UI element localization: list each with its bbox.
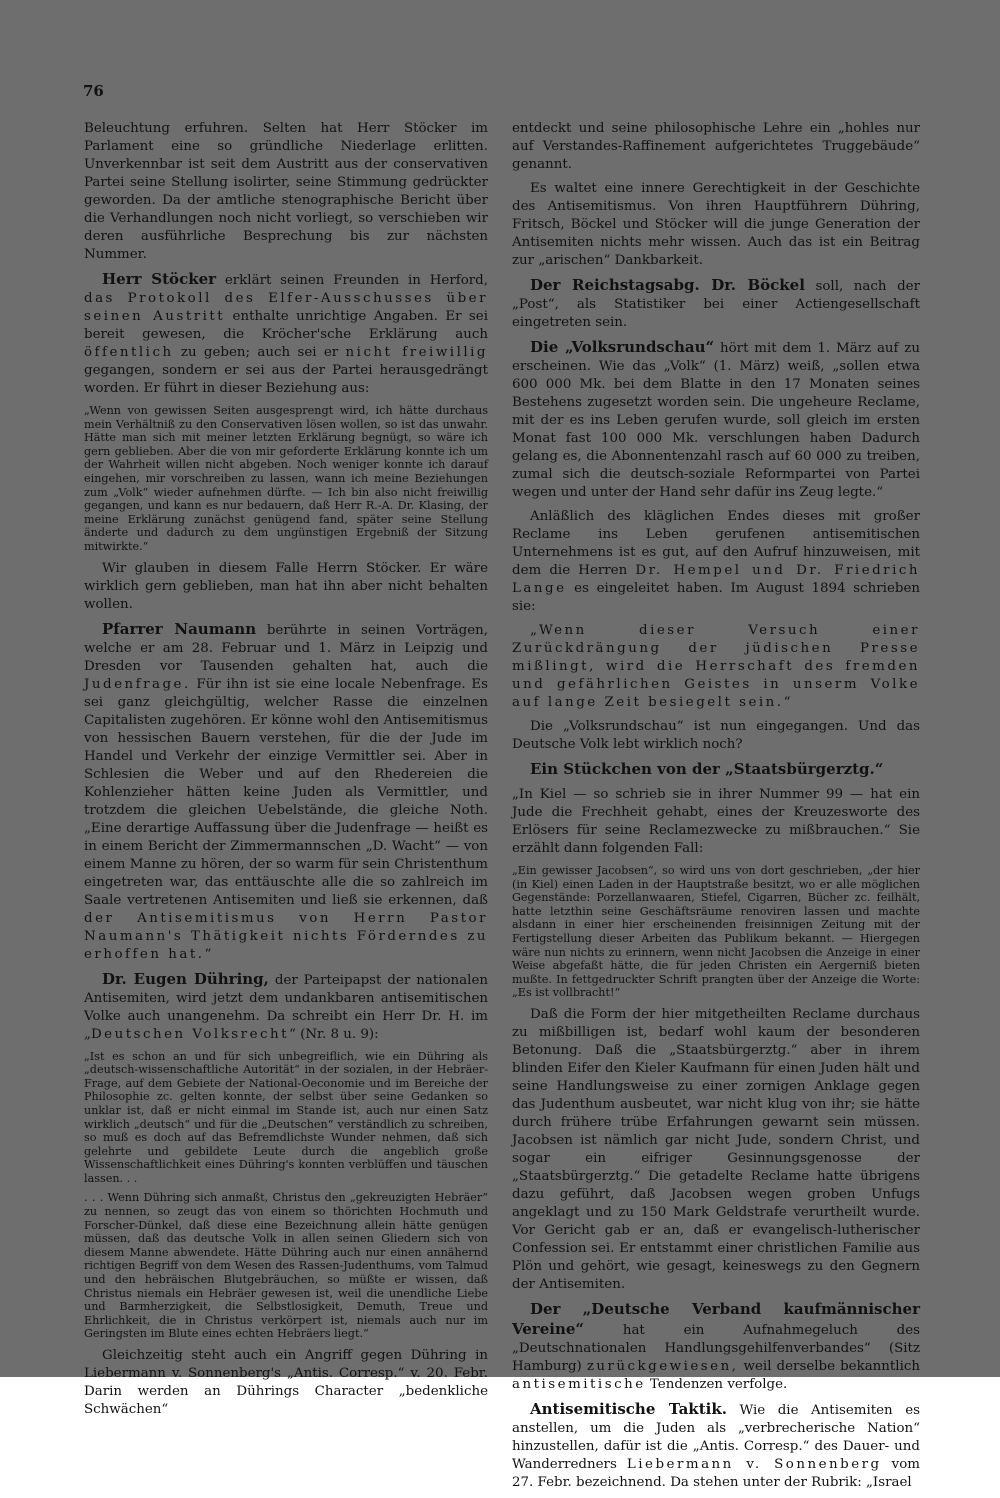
verband-heading: Der „Deutsche Verband kaufmännischer Vereine“ — [512, 1299, 920, 1338]
verband-text-b: weil derselbe bekanntlich — [738, 1358, 920, 1374]
stoecker-spaced-3: nicht freiwillig — [345, 345, 489, 360]
intro-paragraph: Beleuchtung erfuhren. Selten hat Herr Stöcker im Parlament eine so gründliche Niederlage erlitten. Unverkennbar ist seit dem Austritt aus der conservativen Partei seine Stellung isolirter, seine Stimmung gedrückter geworden. Da der amtliche stenographische Bericht über die Verhandlungen noch nicht vorliegt, so verschieben wir deren ausführliche Besprechung bis zur nächsten Nummer. — [84, 121, 488, 262]
staatsbuerger-text-a: „In Kiel — so schrieb sie in ihrer Nummer 99 — hat ein Jude die Frechheit gehabt, eines der Kreuzesworte des Erlösers für seine Reclamezwecke zu mißbrauchen.“ Sie erzählt dann folgenden Fall: — [512, 787, 920, 856]
staatsbuerger-quote: „Ein gewisser Jacobsen“, so wird uns von dort geschrieben, „der hier (in Kiel) einen Laden in der Hauptstraße besitzt, wo er alle möglichen Gegenstände: Porzellanwaaren, Stiefel, Cigarren, Bücher zc. feilhält, hatte letzthin seine Geschäftsräume renoviren lassen und machte alsdann in einer hier erscheinenden freisinnigen Zeitung mit der Fertigstellung dieser Arbeiten das Publikum bekannt. — Hiergegen wäre nun nichts zu erinnern, wenn nicht Jacobsen die Anzeige in einer Weise abgefaßt hätte, die für jeden Christen ein Aergerniß bieten mußte. In fettgedruckter Schrift prangten über der Anzeige die Worte: „Es ist vollbracht!“ — [512, 864, 920, 1000]
verband-spaced-2: antisemitische — [512, 1376, 646, 1392]
volksrundschau-heading: Die „Volksrundschau“ — [530, 338, 715, 356]
stoecker-heading: Herr Stöcker — [102, 270, 217, 288]
stoecker-text-b: enthalte unrichtige Angaben. Er sei bereit gewesen, die Kröcher'sche Erklärung auch — [84, 309, 488, 342]
verband-article — [512, 1300, 920, 1394]
boeckel-article — [512, 276, 920, 332]
stoecker-spaced-1: das Protokoll des Elfer-Ausschusses über seinen Austritt — [84, 291, 488, 324]
taktik-article — [512, 1400, 920, 1492]
volksrundschau-p2-a: Anläßlich des kläglichen Endes dieses mit großer Reclame ins Leben gerufenen antisemitischen Unternehmens ist es gut, auf den Aufruf hinzuweisen, mit dem die Herren — [512, 509, 920, 578]
volksrundschau-quote: „Wenn dieser Versuch einer Zurückdrängung der jüdischen Presse mißlingt, wird die Herrschaft des fremden und gefährlichen Geistes in unserm Volke auf lange Zeit besiegelt sein.“ — [512, 623, 920, 710]
duehring-article — [84, 970, 488, 1044]
taktik-text-b: vom 27. Febr. bezeichnend. Da stehen unter der Rubrik: „Israel — [512, 1456, 920, 1490]
duehring-heading: Dr. Eugen Dühring, — [102, 969, 269, 988]
naumann-spaced-1: Judenfrage. — [84, 676, 191, 692]
taktik-heading: Antisemitische Taktik. — [530, 1399, 727, 1418]
volksrundschau-text: hört mit dem 1. März auf zu erscheinen. Wie das „Volk“ (1. März) weiß, „sollen etwa 600 000 Mk. bei dem Blatte in den 17 Monaten seines Bestehens zugesetzt worden sein. Die ungeheure Reclame, mit der es ins Leben gerufen wurde, soll gleich im ersten Monat fast 100 000 Mk. verschlungen haben Dadurch gelang es, die Abonnentenzahl rasch auf 60 000 zu treiben, zumal sich die deutsch-soziale Reformpartei von Partei wegen und unter der Hand sehr dafür ins Zeug legte.“ — [512, 341, 920, 500]
stoecker-text-c: zu geben; auch sei er — [173, 345, 346, 360]
duehring-text-b: “ (Nr. 8 u. 9): — [289, 1026, 379, 1042]
duehring-text-a: der Parteipapst der nationalen Antisemiten, wird jetzt dem undankbaren antisemitischen Volke auch unangenehm. Da schreibt ein Herr Dr. H. im „ — [84, 972, 488, 1042]
right-paragraph-1: entdeckt und seine philosophische Lehre ein „hohles nur auf Verstandes-Raffinement aufgerichtetes Truggebäude“ genannt. — [512, 121, 920, 172]
stoecker-conclusion: Wir glauben in diesem Falle Herrn Stöcker. Er wäre wirklich gern geblieben, man hat ihn aber nicht behalten wollen. — [84, 560, 488, 612]
volksrundschau-article — [512, 338, 920, 502]
duehring-quote-2: . . . Wenn Dühring sich anmaßt, Christus den „gekreuzigten Hebräer“ zu nennen, so zeugt das von einem so thörichten Hochmuth und Forscher-Dünkel, daß diese eine Bezeichnung allein hätte genügen müssen, daß das deutsche Volk in allen seinen Gliedern sich von diesem Manne abwendete. Hätte Dühring auch nur einen annähernd richtigen Begriff von dem Wesen des Rassen-Judenthums, vom Talmud und den hebräischen Blutgebräuchen, so müßte er wissen, daß Christus niemals ein Hebräer gewesen ist, weil die unendliche Liebe und Barmherzigkeit, die Selbstlosigkeit, Demuth, Treue und Ehrlichkeit, die in Christus verkörpert ist, niemals auch nur im Geringsten im Blute eines echten Hebräers liegt.“ — [84, 1191, 488, 1341]
volksrundschau-conclusion: Die „Volksrundschau“ ist nun eingegangen. Und das Deutsche Volk lebt wirklich noch? — [512, 719, 920, 752]
stoecker-text-d: gegangen, sondern er sei aus der Partei herausgedrängt worden. Er führt in dieser Beziehung aus: — [84, 363, 488, 396]
stoecker-spaced-2: öffentlich — [84, 345, 174, 360]
naumann-text-b: Für ihn ist sie eine locale Nebenfrage. Es sei ganz gleichgültig, welcher Rasse die einzelnen Capitalisten zugehören. Er könne wohl den Antisemitismus von hessischen Bauern verstehen, für die der Jude im Handel und Verkehr der einzige Vermittler sei. Aber in Schlesien die Weber und auf den Rhedereien die Kohlenzieher hätten keine Juden als Vermittler, und trotzdem die gleichen Uebelstände, die gleiche Noth. „Eine derartige Auffassung über die Judenfrage — heißt es in einem Bericht der Zimmermannschen „D. Wacht“ — von einem Manne zu hören, der so warm für sein Christenthum eingetreten war, das enttäuschte alle die so zahlreich im Saale vertretenen Antisemiten und ließ sie erkennen, daß — [84, 676, 488, 908]
staatsbuerger-text-b: Daß die Form der hier mitgetheilten Reclame durchaus zu mißbilligen ist, bedarf wohl kaum der besonderen Betonung. Daß die „Staatsbürgerztg.“ aber in ihrem blinden Eifer den Kieler Kaufmann für einen Juden hält und seine Handlungsweise zu einer zornigen Anklage gegen das Judenthum ausbeutet, war nicht klug von ihr; sie hätte durch frühere trübe Erfahrungen gewarnt sein müssen. Jacobsen ist nämlich gar nicht Jude, sondern Christ, und sogar ein eifriger Gesinnungsgenosse der „Staatsbürgerztg.“ Die getadelte Reclame hatte übrigens dazu geführt, daß Jacobsen wegen groben Unfugs angeklagt und zu 150 Mark Geldstrafe verurtheilt wurde. Vor Gericht gab er an, daß er evangelisch-lutherischer Confession sei. Er entstammt einer christlichen Familie aus Plön und gehört, wie gesagt, keineswegs zu den Gegnern der Antisemiten. — [512, 1006, 920, 1292]
verband-text-c: Tendenzen verfolge. — [645, 1376, 788, 1392]
duehring-conclusion: Gleichzeitig steht auch ein Angriff gegen Dühring in Liebermann v. Sonnenberg's „Antis. Corresp.“ v. 20. Febr. Darin werden an Dührings Character „bedenkliche Schwächen“ — [84, 1348, 488, 1417]
naumann-text-c: “ — [204, 946, 212, 962]
volksrundschau-p2-b: es eingeleitet haben. Im August 1894 schrieben sie: — [512, 581, 920, 614]
duehring-quote-1: „Ist es schon an und für sich unbegreiflich, wie ein Dühring als „deutsch-wissenschaftliche Autorität“ in der sozialen, in der Hebräer-Frage, auf dem Gebiete der National-Oeconomie und im Bereiche der Philosophie zc. gelten konnte, der selbst über seine Gedanken so unklar ist, daß er nicht einmal im Stande ist, auch nur einen Satz wirklich „deutsch“ und für die „Deutschen“ verständlich zu schreiben, so muß es doch auf das Befremdlichste Wunder nehmen, daß sich gelehrte und gebildete Leute durch die angeblich große Wissenschaftlichkeit eines Dühring's konnten verblüffen und täuschen lassen. . . — [84, 1049, 488, 1185]
boeckel-heading: Der Reichstagsabg. Dr. Böckel — [530, 276, 805, 294]
duehring-spaced-1: Deutschen Volksrecht — [90, 1026, 290, 1042]
staatsbuerger-heading-line — [512, 760, 920, 780]
naumann-article — [84, 620, 488, 964]
left-column — [84, 120, 488, 1425]
naumann-heading: Pfarrer Naumann — [102, 619, 257, 638]
boeckel-text: soll, nach der „Post“, als Statistiker bei einer Actiengesellschaft eingetreten sein. — [512, 279, 920, 330]
volksrundschau-paragraph-2 — [512, 508, 920, 616]
stoecker-quote: „Wenn von gewissen Seiten ausgesprengt wird, ich hätte durchaus mein Verhältniß zu den Conservativen lösen wollen, so ist das unwahr. Hätte man sich mit meiner letzten Erklärung begnügt, so wäre ich gern geblieben. Aber die von mir geforderte Erklärung konnte ich um der Wahrheit willen nicht abgeben. Noch weniger konnte ich darauf eingehen, mir vorschreiben zu lassen, wann ich meine Beziehungen zum „Volk“ wieder aufnehmen dürfte. — Ich bin also nicht freiwillig gegangen, und kann es nur bedauern, daß Herr R.-A. Dr. Klasing, der meine Erklärung zunächst genügend fand, später seine Stellung änderte und dadurch zu dem ungünstigen Ergebniß der Sitzung mitwirkte.“ — [84, 404, 488, 553]
verband-text-a: hat ein Aufnahmegeluch des „Deutschnationalen Handlungsgehilfenverbandes“ (Sitz Hamburg) — [512, 1322, 920, 1374]
stoecker-text-a: erklärt seinen Freunden in Herford, — [216, 273, 488, 288]
taktik-text-a: Wie die Antisemiten es anstellen, um die Juden als „verbrecherische Nation“ hinzustellen, dafür ist die „Antis. Corresp.“ des Dauer- und Wanderredners — [512, 1402, 920, 1472]
stoecker-article — [84, 270, 488, 398]
volksrundschau-p2-spaced: Dr. Hempel und Dr. Friedrich Lange — [512, 563, 920, 596]
taktik-spaced: Liebermann v. Sonnenberg — [626, 1456, 882, 1472]
page-number: 76 — [83, 82, 104, 100]
right-column — [512, 120, 920, 1498]
staatsbuerger-heading: Ein Stückchen von der „Staatsbürgerztg.“ — [530, 760, 884, 778]
right-paragraph-2: Es waltet eine innere Gerechtigkeit in der Geschichte des Antisemitismus. Von ihren Hauptführern Dühring, Fritsch, Böckel und Stöcker will die junge Generation der Antisemiten nichts mehr wissen. Auch das ist ein Beitrag zur „arischen“ Dankbarkeit. — [512, 181, 920, 268]
verband-spaced: zurückgewiesen, — [586, 1358, 739, 1374]
naumann-text-a: berührte in seinen Vorträgen, welche er am 28. Februar und 1. März in Leipzig und Dresden vor Tausenden gehalten hat, auch die — [84, 622, 488, 674]
naumann-spaced-2: der Antisemitismus von Herrn Pastor Naumann's Thätigkeit nichts Förderndes zu erhoffen hat. — [84, 910, 488, 962]
